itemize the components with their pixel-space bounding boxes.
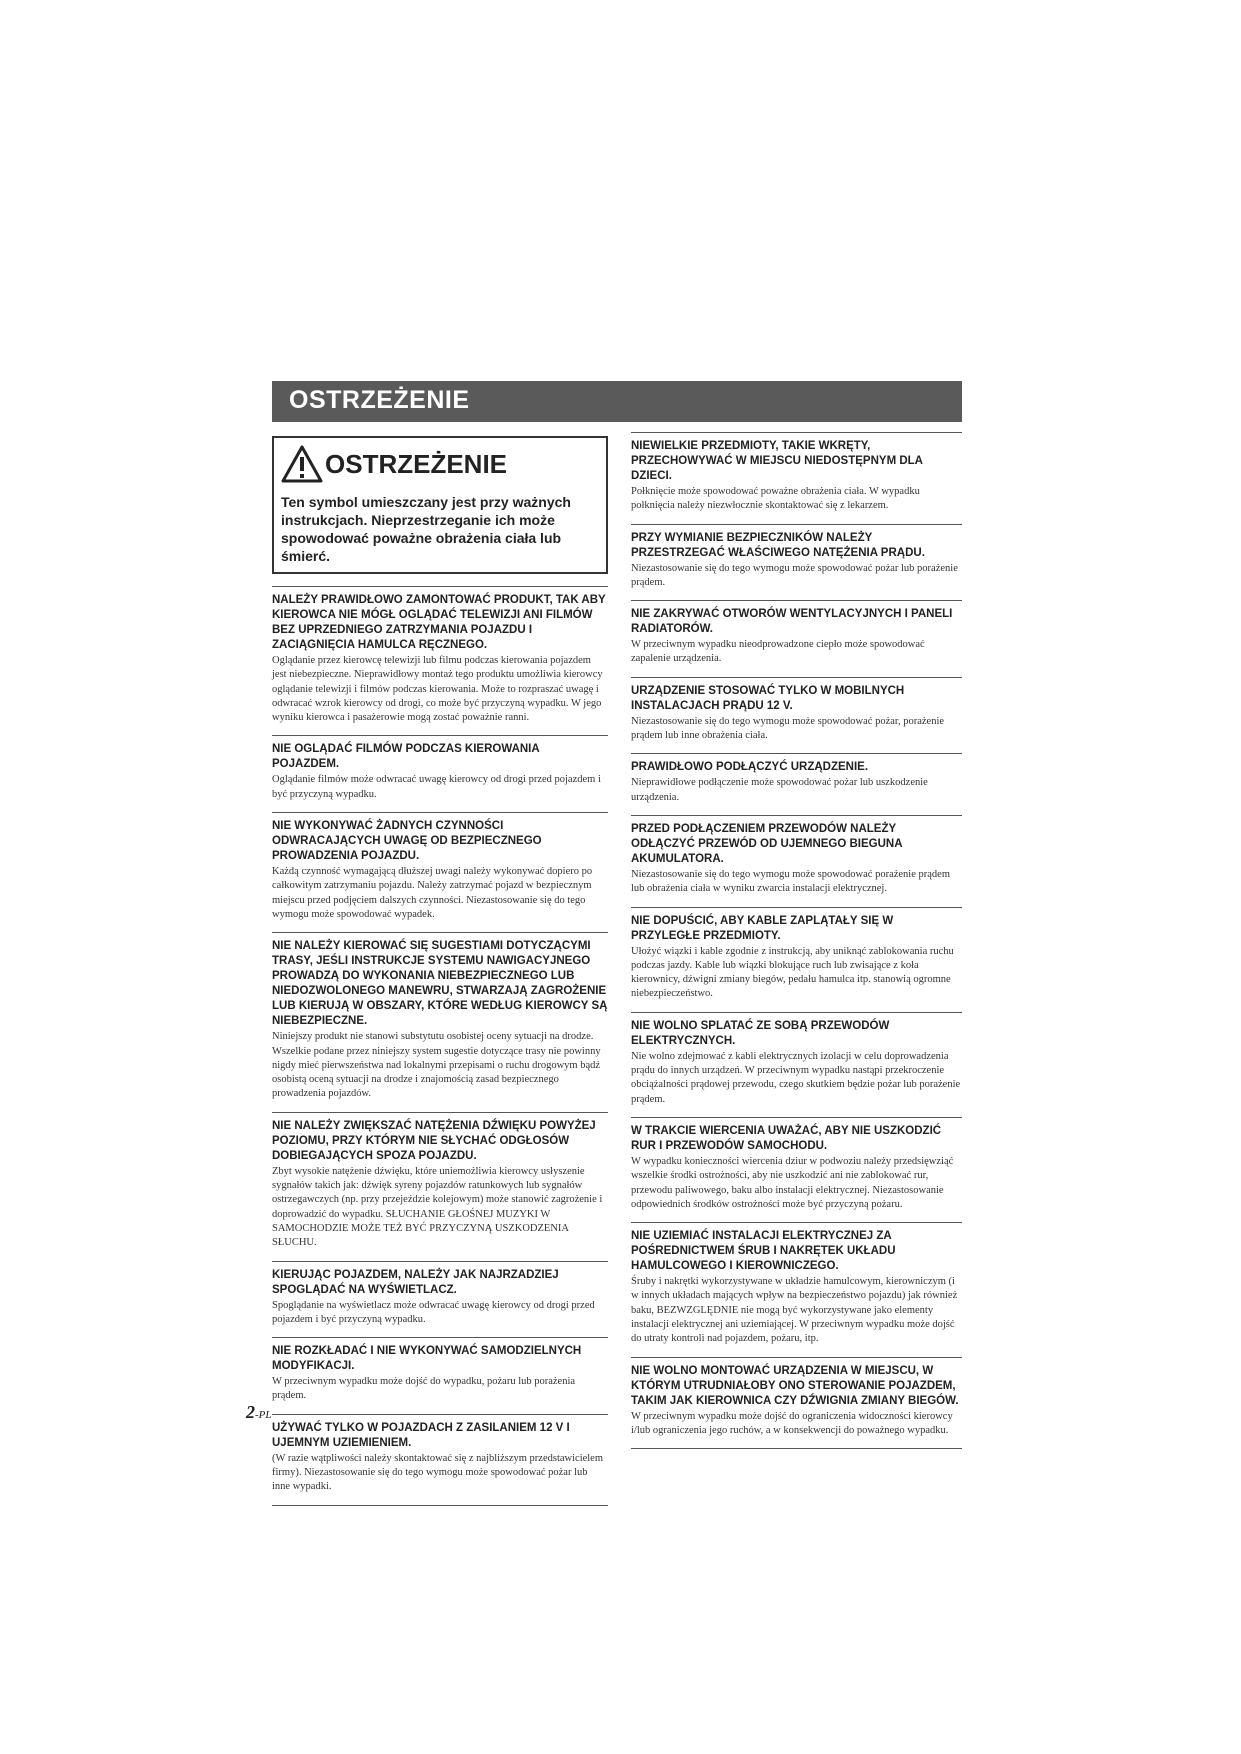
section-heading: NIE WYKONYWAĆ ŻADNYCH CZYNNOŚCI ODWRACAJĄCYCH UWAGĘ OD BEZPIECZNEGO PROWADZENIA POJAZDU. — [272, 820, 542, 863]
section-end-rule — [631, 1448, 962, 1449]
section-heading: NIE DOPUŚCIĆ, ABY KABLE ZAPLĄTAŁY SIĘ W PRZYLEGŁE PRZEDMIOTY. — [631, 914, 894, 942]
section-body: Oglądanie przez kierowcę telewizji lub filmu podczas kierowania pojazdem jest niebezpieczne. Nieprawidłowy montaż tego produktu umożliwia kierowcy oglądanie telewizji i filmów podczas kierowania. Może to rozpraszać uwagę i odwracać wzrok kierowcy od drogi, co może być przyczyną wypadku. W jego wyniku kierowca i pasażerowie mogą zostać poważnie ranni. — [272, 655, 603, 724]
section-body: Połknięcie może spowodować poważne obrażenia ciała. W wypadku połknięcia należy niezwłocznie skontaktować się z lekarzem. — [631, 486, 920, 512]
section-body: Niezastosowanie się do tego wymogu może spowodować pożar, porażenie prądem lub inne obrażenia ciała. — [631, 715, 945, 742]
warning-header — [281, 443, 599, 485]
section-heading: UŻYWAĆ TYLKO W POJAZDACH Z ZASILANIEM 12 V I UJEMNYM UZIEMIENIEM. — [272, 1421, 570, 1449]
section-body: W przeciwnym wypadku może dojść do wypadku, pożaru lub porażenia prądem. — [272, 1376, 576, 1402]
warning-box-title: OSTRZEŻENIE — [325, 448, 508, 479]
warning-section — [272, 735, 608, 802]
section-body: Niezastosowanie się do tego wymogu może spowodować porażenie prądem lub obrażenia ciała w wyniku zwarcia instalacji elektrycznej. — [631, 868, 950, 895]
warning-section — [631, 907, 962, 1002]
warning-section — [272, 1112, 608, 1251]
warning-section — [631, 600, 962, 667]
page-number — [246, 1402, 272, 1423]
section-body: Zbyt wysokie natężenie dźwięku, które uniemożliwia kierowcy usłyszenie sygnałów takich jak: dźwięk syreny pojazdów ratunkowych lub sygnałów ostrzegawczych (np. przy przejeździe kolejowym) może stanowić zagrożenie i doprowadzić do wypadku. SŁUCHANIE GŁOŚNEJ MUZYKI W SAMOCHODZIE MOŻE TEŻ BYĆ PRZYCZYNĄ USZKODZENIA SŁUCHU. — [272, 1165, 603, 1249]
warning-box — [272, 436, 608, 574]
section-heading: NIEWIELKIE PRZEDMIOTY, TAKIE WKRĘTY, PRZECHOWYWAĆ W MIEJSCU NIEDOSTĘPNYM DLA DZIECI. — [631, 440, 923, 482]
warning-triangle-icon — [281, 444, 323, 484]
section-body: Każdą czynność wymagającą dłuższej uwagi należy wykonywać dopiero po całkowitym zatrzymaniu pojazdu. Należy zatrzymać pojazd w bezpiecznym miejscu przed podjęciem dalszych czynności. Niezastosowanie się do tego wymogu może spowodować wypadek. — [272, 866, 593, 920]
page-banner-title: OSTRZEŻENIE — [272, 381, 962, 419]
page-number-value: 2 — [246, 1402, 255, 1422]
section-heading: KIERUJĄC POJAZDEM, NALEŻY JAK NAJRZADZIEJ SPOGLĄDAĆ NA WYŚWIETLACZ. — [272, 1268, 559, 1296]
section-heading: NIE NALEŻY ZWIĘKSZAĆ NATĘŻENIA DŹWIĘKU POWYŻEJ POZIOMU, PRZY KTÓRYM NIE SŁYCHAĆ ODGŁOSÓW DOBIEGAJĄCYCH SPOZA POJAZDU. — [272, 1119, 596, 1162]
warning-box-text: Ten symbol umieszczany jest przy ważnych instrukcjach. Nieprzestrzeganie ich może spowodować poważne obrażenia ciała lub śmierć. — [281, 494, 571, 564]
warning-section — [631, 753, 962, 805]
section-end-rule — [272, 1505, 608, 1506]
warning-section — [272, 1261, 608, 1328]
section-body: Niniejszy produkt nie stanowi substytutu osobistej oceny sytuacji na drodze. Wszelkie podane przez niniejszy system sugestie dotyczące trasy nie powinny nigdy mieć pierwszeństwa nad lokalnymi przepisami o ruchu drogowym bądź osobistą oceną sytuacji na drodze i znajomością zasad bezpiecznego prowadzenia pojazdów. — [272, 1031, 601, 1100]
section-heading: NIE ZAKRYWAĆ OTWORÓW WENTYLACYJNYCH I PANELI RADIATORÓW. — [631, 608, 953, 636]
section-body: W wypadku konieczności wiercenia dziur w podwoziu należy przedsięwziąć wszelkie środki ostrożności, aby nie uszkodzić ani nie zablokować rur, przewodu paliwowego, baku albo instalacji elektrycznej. Niezastosowanie odpowiednich środków ostrożności może być przyczyną pożaru. — [631, 1155, 954, 1210]
warning-section — [631, 815, 962, 897]
section-body: Nie wolno zdejmować z kabli elektrycznych izolacji w celu doprowadzenia prądu do innych urządzeń. W przeciwnym wypadku nastąpi przekroczenie obciążalności prądowej przewodu, czego skutkiem będzie pożar lub porażenie prądem. — [631, 1050, 961, 1105]
warning-section — [272, 812, 608, 922]
right-sections — [631, 432, 962, 1449]
section-heading: NIE OGLĄDAĆ FILMÓW PODCZAS KIEROWANIA POJAZDEM. — [272, 743, 540, 771]
warning-section — [631, 1117, 962, 1212]
warning-section — [631, 1012, 962, 1107]
section-heading: NIE UZIEMIAĆ INSTALACJI ELEKTRYCZNEJ ZA POŚREDNICTWEM ŚRUB I NAKRĘTEK UKŁADU HAMULCOWEGO I KIEROWNICZEGO. — [631, 1230, 896, 1273]
warning-section — [631, 1357, 962, 1439]
warning-section — [631, 432, 962, 514]
warning-section — [272, 932, 608, 1101]
warning-section — [272, 586, 608, 725]
section-heading: URZĄDZENIE STOSOWAĆ TYLKO W MOBILNYCH INSTALACJACH PRĄDU 12 V. — [631, 684, 905, 712]
section-body: W przeciwnym wypadku może dojść do ograniczenia widoczności kierowcy i/lub ograniczenia jego ruchów, a w konsekwencji do poważnego wypadku. — [631, 1410, 953, 1436]
section-heading: NIE NALEŻY KIEROWAĆ SIĘ SUGESTIAMI DOTYCZĄCYMI TRASY, JEŚLI INSTRUKCJE SYSTEMU NAWIGACYJNEGO PROWADZĄ DO WYKONANIA NIEBEZPIECZNEGO LUB NIEDOZWOLONEGO MANEWRU, STWARZAJĄ ZAGROŻENIE LUB KIERUJĄ W OBSZARY, KTÓRE WEDŁUG KIEROWCY SĄ NIEBEZPIECZNE. — [272, 940, 608, 1028]
warning-section — [631, 524, 962, 591]
section-heading: NIE ROZKŁADAĆ I NIE WYKONYWAĆ SAMODZIELNYCH MODYFIKACJI. — [272, 1345, 582, 1373]
warning-section — [272, 1414, 608, 1495]
right-column — [631, 432, 962, 1449]
section-heading: W TRAKCIE WIERCENIA UWAŻAĆ, ABY NIE USZKODZIĆ RUR I PRZEWODÓW SAMOCHODU. — [631, 1124, 942, 1152]
section-body: Ułożyć wiązki i kable zgodnie z instrukcją, aby uniknąć zablokowania ruchu podczas jazdy. Kable lub wiązki blokujące ruch lub zwisające z koła kierownicy, dźwigni zmiany biegów, pedału hamulca itp. stanowią ogromne niebezpieczeństwo. — [631, 945, 954, 1000]
section-body: (W razie wątpliwości należy skontaktować się z najbliższym przedstawicielem firmy). Niezastosowanie się do tego wymogu może spowodować pożar lub inne wypadki. — [272, 1452, 604, 1493]
section-body: Śruby i nakrętki wykorzystywane w układzie hamulcowym, kierowniczym (i w innych układach mających wpływ na bezpieczeństwo pojazdu) jak również baku, BEZWZGLĘDNIE nie mogą być wykorzystywane jako elementy instalacji elektrycznej ani uziemiającej. W przeciwnym wypadku może dojść do utraty kontroli nad pojazdem, pożaru, itp. — [631, 1276, 958, 1345]
page-number-suffix: -PL — [255, 1409, 272, 1421]
section-body: W przeciwnym wypadku nieodprowadzone ciepło może spowodować zapalenie urządzenia. — [631, 639, 925, 665]
left-column — [272, 432, 608, 1506]
section-heading: NALEŻY PRAWIDŁOWO ZAMONTOWAĆ PRODUKT, TAK ABY KIEROWCA NIE MÓGŁ OGLĄDAĆ TELEWIZJI ANI FILMÓW BEZ UPRZEDNIEGO ZATRZYMANIA POJAZDU I ZACIĄGNIĘCIA HAMULCA RĘCZNEGO. — [272, 594, 606, 651]
section-heading: PRZED PODŁĄCZENIEM PRZEWODÓW NALEŻY ODŁĄCZYĆ PRZEWÓD OD UJEMNEGO BIEGUNA AKUMULATORA. — [631, 822, 903, 865]
section-body: Niezastosowanie się do tego wymogu może spowodować pożar lub porażenie prądem. — [631, 562, 958, 588]
banner-rule — [272, 419, 962, 422]
warning-section — [631, 677, 962, 744]
warning-section — [272, 1337, 608, 1404]
section-heading: PRZY WYMIANIE BEZPIECZNIKÓW NALEŻY PRZESTRZEGAĆ WŁAŚCIWEGO NATĘŻENIA PRĄDU. — [631, 531, 925, 559]
section-heading: NIE WOLNO SPLATAĆ ZE SOBĄ PRZEWODÓW ELEKTRYCZNYCH. — [631, 1019, 890, 1047]
warning-section — [631, 1222, 962, 1346]
section-heading: PRAWIDŁOWO PODŁĄCZYĆ URZĄDZENIE. — [631, 761, 869, 774]
left-sections — [272, 586, 608, 1506]
section-heading: NIE WOLNO MONTOWAĆ URZĄDZENIA W MIEJSCU, W KTÓRYM UTRUDNIAŁOBY ONO STEROWANIE POJAZDEM, TAKIM JAK KIEROWNICA CZY DŹWIGNIA ZMIANY BIEGÓW. — [631, 1364, 959, 1407]
section-body: Nieprawidłowe podłączenie może spowodować pożar lub uszkodzenie urządzenia. — [631, 777, 928, 803]
section-body: Spoglądanie na wyświetlacz może odwracać uwagę kierowcy od drogi przed pojazdem i być przyczyną wypadku. — [272, 1299, 595, 1325]
section-body: Oglądanie filmów może odwracać uwagę kierowcy od drogi przed pojazdem i być przyczyną wypadku. — [272, 774, 601, 800]
